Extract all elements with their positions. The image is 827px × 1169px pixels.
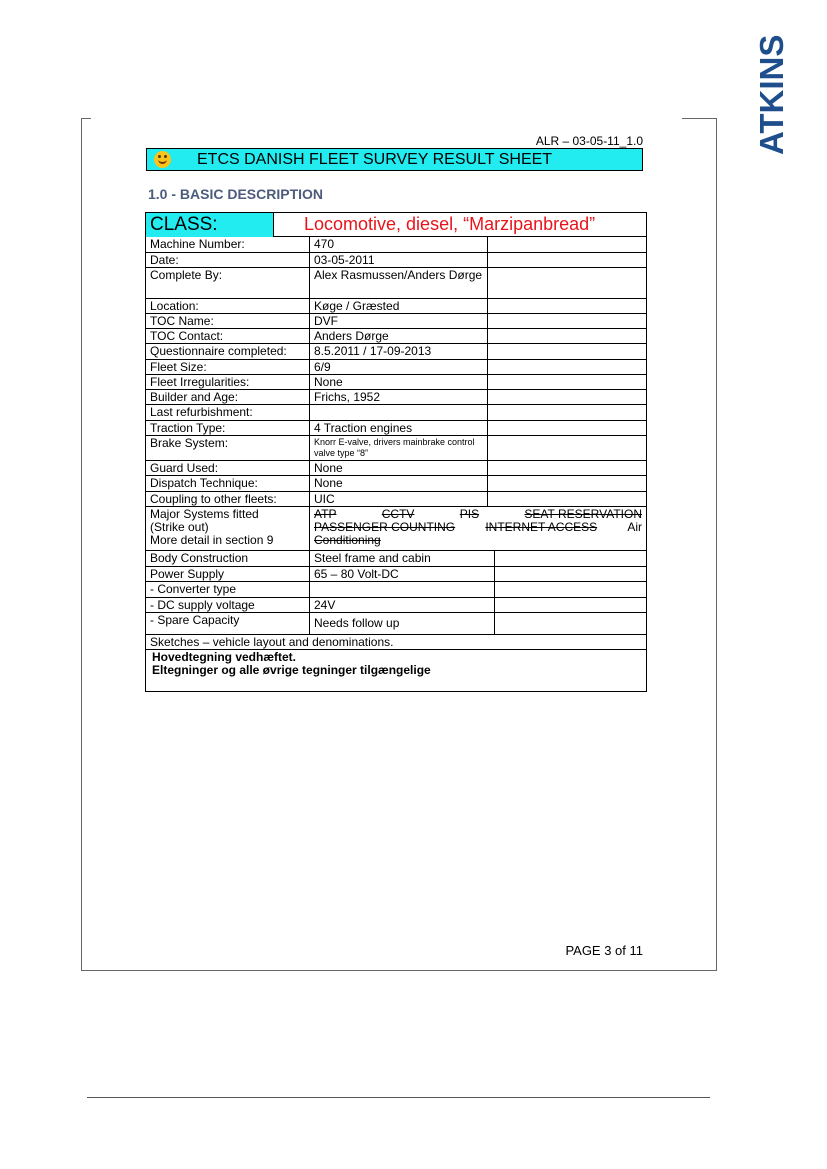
major-systems-label — [146, 507, 310, 550]
builder-age-label: Builder and Age: — [146, 390, 310, 404]
table-row — [146, 461, 646, 476]
table-row — [146, 253, 646, 268]
empty-cell — [495, 598, 646, 612]
empty-cell — [488, 253, 646, 267]
empty-cell — [488, 476, 646, 491]
location-label: Location: — [146, 299, 310, 313]
table-row — [146, 421, 646, 436]
empty-cell — [495, 567, 646, 581]
table-row — [146, 360, 646, 375]
fleet-irregularities-value: None — [310, 375, 488, 389]
page-number: PAGE 3 of 11 — [565, 943, 643, 958]
coupling-value: UIC — [310, 492, 488, 506]
location-value: Køge / Græsted — [310, 299, 488, 313]
sketches-line: Hovedtegning vedhæftet. — [152, 650, 297, 664]
table-row — [146, 476, 646, 492]
table-row — [146, 390, 646, 405]
sketches-notes — [146, 650, 646, 678]
system-air-conditioning: Conditioning — [314, 533, 381, 547]
empty-cell — [488, 314, 646, 328]
table-row — [146, 582, 646, 598]
questionnaire-value: 8.5.2011 / 17-09-2013 — [310, 344, 488, 359]
empty-cell — [488, 329, 646, 343]
sketches-line: Eltegninger og alle øvrige tegninger tilgængelige — [152, 663, 431, 677]
empty-cell — [488, 492, 646, 506]
class-row — [146, 213, 646, 237]
fleet-size-value: 6/9 — [310, 360, 488, 374]
title-bar — [146, 148, 643, 171]
power-supply-label: Power Supply — [146, 567, 310, 581]
empty-cell — [495, 613, 646, 634]
spare-capacity-label: - Spare Capacity — [146, 613, 310, 634]
body-construction-label: Body Construction — [146, 551, 310, 566]
system-passenger-counting: PASSENGER COUNTING — [314, 520, 456, 534]
toc-name-value: DVF — [310, 314, 488, 328]
guard-used-label: Guard Used: — [146, 461, 310, 475]
coupling-label: Coupling to other fleets: — [146, 492, 310, 506]
fleet-irregularities-label: Fleet Irregularities: — [146, 375, 310, 389]
major-systems-value — [310, 507, 646, 550]
class-label: CLASS: — [146, 213, 274, 237]
dc-supply-voltage-value: 24V — [310, 598, 495, 612]
system-seat-reservation: SEAT RESERVATION — [524, 507, 642, 521]
major-systems-label-line: Major Systems fitted — [150, 507, 259, 521]
table-row — [146, 344, 646, 360]
guard-used-value: None — [310, 461, 488, 475]
fleet-size-label: Fleet Size: — [146, 360, 310, 374]
empty-cell — [488, 461, 646, 475]
empty-cell — [488, 390, 646, 404]
class-value: Locomotive, diesel, “Marzipanbread” — [304, 214, 596, 234]
document-reference: ALR – 03-05-11_1.0 — [535, 134, 643, 148]
dispatch-technique-value: None — [310, 476, 488, 491]
converter-type-value — [310, 582, 495, 597]
table-row — [146, 492, 646, 507]
table-row — [146, 237, 646, 253]
footer-divider — [87, 1097, 710, 1098]
empty-cell — [488, 268, 646, 298]
spare-capacity-value: Needs follow up — [310, 613, 495, 634]
table-row — [146, 314, 646, 329]
sheet-title: ETCS DANISH FLEET SURVEY RESULT SHEET — [197, 151, 553, 168]
date-value: 03-05-2011 — [310, 253, 488, 267]
date-label: Date: — [146, 253, 310, 267]
questionnaire-label: Questionnaire completed: — [146, 344, 310, 359]
builder-age-value: Frichs, 1952 — [310, 390, 488, 404]
last-refurbishment-label: Last refurbishment: — [146, 405, 310, 420]
major-systems-label-line: More detail in section 9 — [150, 533, 274, 547]
major-systems-row — [146, 507, 646, 551]
empty-cell — [488, 405, 646, 420]
smiley-icon — [154, 151, 171, 168]
empty-cell — [488, 299, 646, 313]
converter-type-label: - Converter type — [146, 582, 310, 597]
table-row — [146, 598, 646, 613]
empty-cell — [495, 551, 646, 566]
table-row — [146, 268, 646, 299]
dc-supply-voltage-label: - DC supply voltage — [146, 598, 310, 612]
result-sheet-table — [145, 212, 647, 692]
frame-corner-left — [81, 118, 91, 119]
machine-number-value: 470 — [310, 237, 488, 252]
dispatch-technique-label: Dispatch Technique: — [146, 476, 310, 491]
empty-cell — [488, 237, 646, 252]
empty-cell — [488, 344, 646, 359]
table-row — [146, 375, 646, 390]
traction-type-label: Traction Type: — [146, 421, 310, 435]
table-row — [146, 299, 646, 314]
atkins-logo — [735, 35, 795, 160]
table-row — [146, 436, 646, 461]
empty-cell — [495, 582, 646, 597]
empty-cell — [488, 360, 646, 374]
system-pis: PIS — [459, 507, 480, 521]
system-air: Air — [627, 520, 642, 534]
brake-system-value: Knorr E-valve, drivers mainbrake control valve type “8” — [310, 436, 488, 460]
section-title: 1.0 - BASIC DESCRIPTION — [148, 186, 324, 202]
toc-contact-value: Anders Dørge — [310, 329, 488, 343]
complete-by-label: Complete By: — [146, 268, 310, 298]
atkins-logo-mark — [735, 35, 795, 160]
toc-name-label: TOC Name: — [146, 314, 310, 328]
brake-system-label: Brake System: — [146, 436, 310, 460]
machine-number-label: Machine Number: — [146, 237, 310, 252]
toc-contact-label: TOC Contact: — [146, 329, 310, 343]
traction-type-value: 4 Traction engines — [310, 421, 488, 435]
table-row — [146, 329, 646, 344]
empty-cell — [488, 375, 646, 389]
empty-cell — [488, 421, 646, 435]
logo-text: ATKINS — [753, 35, 790, 155]
system-atp: ATP — [314, 507, 337, 521]
table-row — [146, 613, 646, 635]
body-construction-value: Steel frame and cabin — [310, 551, 495, 566]
frame-corner-right — [682, 118, 717, 119]
sketches-heading: Sketches – vehicle layout and denominations. — [150, 635, 394, 649]
complete-by-value: Alex Rasmussen/Anders Dørge — [310, 268, 488, 298]
table-row — [146, 635, 646, 650]
system-cctv: CCTV — [381, 507, 415, 521]
power-supply-value: 65 – 80 Volt-DC — [310, 567, 495, 581]
table-row — [146, 567, 646, 582]
empty-cell — [488, 436, 646, 460]
table-row — [146, 551, 646, 567]
table-row — [146, 405, 646, 421]
last-refurbishment-value — [310, 405, 488, 420]
system-internet-access: INTERNET ACCESS — [485, 520, 598, 534]
major-systems-label-line: (Strike out) — [150, 520, 209, 534]
